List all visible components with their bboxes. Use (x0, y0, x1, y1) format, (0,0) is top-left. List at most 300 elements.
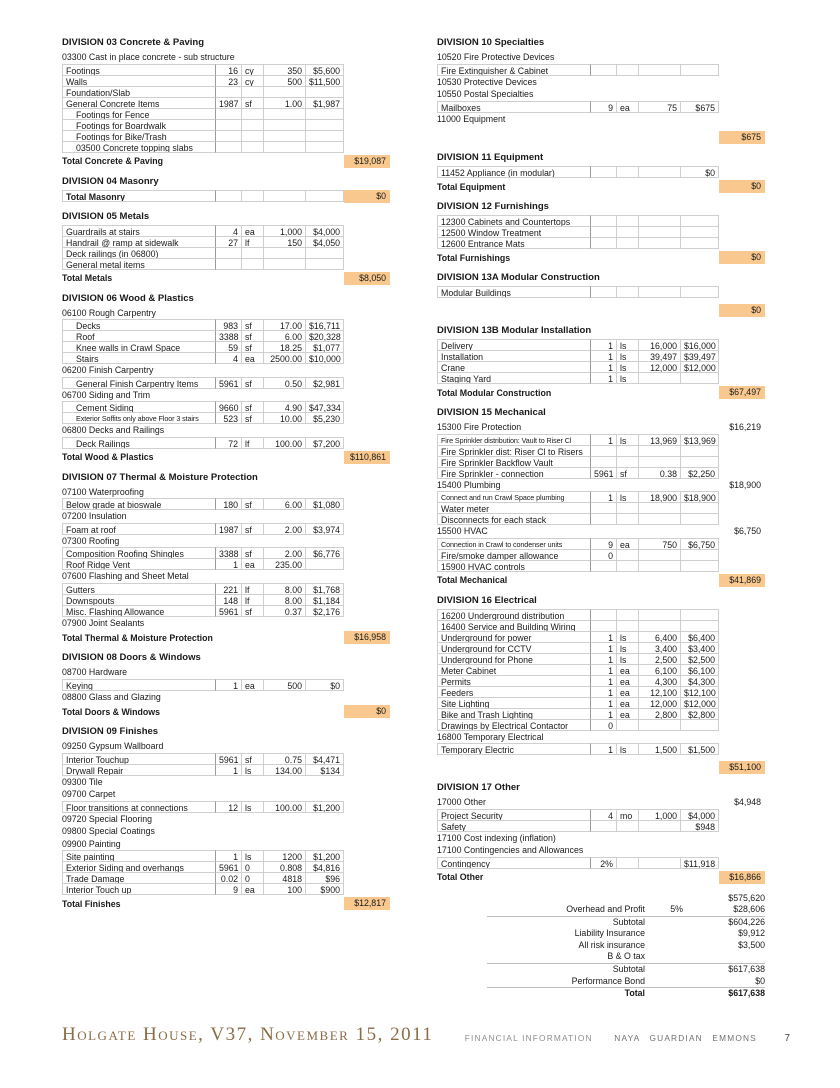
section-total-row (62, 451, 392, 464)
subsection-label: 15400 Plumbing (437, 479, 501, 490)
item-desc-cell: Interior Touchup (62, 753, 216, 765)
items-table (437, 166, 767, 178)
item-desc-cell: Delivery (437, 339, 591, 351)
table-row (437, 237, 767, 249)
items-table (437, 491, 767, 525)
item-unit-cell: ls (617, 434, 639, 446)
item-qty-cell: 5961 (216, 605, 242, 617)
item-qty-cell (591, 64, 617, 76)
item-desc-cell: General Concrete Items (62, 97, 216, 109)
subtotal-highlight-row (437, 131, 767, 144)
item-total-cell: $4,816 (306, 861, 344, 873)
item-rate-cell: 6.00 (264, 498, 306, 510)
item-qty-cell: 1 (591, 631, 617, 643)
item-unit-cell: ea (242, 883, 264, 895)
item-unit-cell: sf (242, 547, 264, 559)
item-rate-cell: 13,969 (639, 434, 681, 446)
amount-spacer (719, 372, 765, 384)
table-row (437, 743, 767, 755)
table-row (62, 498, 392, 510)
item-rate-cell: 100.00 (264, 437, 306, 449)
subsection-label: 07200 Insulation (62, 511, 127, 521)
subtotal-highlight-row (437, 761, 767, 774)
division-section (437, 594, 767, 775)
total-label: Total Modular Construction (437, 387, 552, 398)
item-total-cell: $96 (306, 872, 344, 884)
spacer (437, 304, 719, 317)
empty-cell (306, 190, 344, 202)
section-total-row (62, 155, 392, 168)
item-unit-cell (617, 64, 639, 76)
item-desc-cell: Connect and run Crawl Space plumbing (437, 491, 591, 503)
amount-spacer (719, 467, 765, 479)
items-table (437, 609, 767, 731)
item-desc-cell: 11452 Appliance (in modular) (437, 166, 591, 178)
item-rate-cell: 150 (264, 236, 306, 248)
item-qty-cell: 1 (591, 372, 617, 384)
items-table (62, 753, 392, 776)
item-qty-cell: 0 (591, 719, 617, 731)
summary-label: Overhead and Profit (566, 904, 645, 915)
item-total-cell: $18,900 (681, 491, 719, 503)
subsection-label: 09700 Carpet (62, 789, 116, 799)
item-desc-cell: Fire/smoke damper allowance (437, 549, 591, 561)
amount-spacer (344, 377, 390, 389)
total-amount-highlight: $0 (719, 251, 765, 264)
items-table (62, 64, 392, 153)
total-amount-highlight: $12,817 (344, 897, 390, 910)
item-desc-cell: Interior Touch up (62, 883, 216, 895)
item-rate-cell (639, 820, 681, 832)
total-amount-highlight: $0 (719, 180, 765, 193)
item-rate-cell (264, 258, 306, 270)
item-qty-cell: 5961 (591, 467, 617, 479)
item-desc-cell: Fire Sprinkler - connection (437, 467, 591, 479)
items-table (437, 215, 767, 249)
item-rate-cell: 134.00 (264, 764, 306, 776)
summary-label: Total (624, 988, 645, 999)
item-qty-cell: 523 (216, 412, 242, 424)
item-rate-cell: 750 (639, 538, 681, 550)
item-qty-cell: 9 (591, 101, 617, 113)
empty-cell (216, 190, 242, 202)
item-desc-cell: Guardrails at stairs (62, 225, 216, 237)
item-qty-cell: 1 (591, 491, 617, 503)
item-desc-cell: 12300 Cabinets and Countertops (437, 215, 591, 227)
item-rate-cell (639, 166, 681, 178)
item-rate-cell: 1,000 (264, 225, 306, 237)
item-unit-cell: ls (617, 743, 639, 755)
item-qty-cell: 4 (216, 225, 242, 237)
summary-label: Subtotal (612, 964, 645, 975)
item-rate-cell: 16,000 (639, 339, 681, 351)
item-unit-cell: ls (242, 850, 264, 862)
item-rate-cell: 4818 (264, 872, 306, 884)
item-rate-cell: 1,500 (639, 743, 681, 755)
item-desc-cell: Composition Roofing Shingles (62, 547, 216, 559)
subsection-line (62, 617, 392, 630)
item-desc-cell: Exterior Soffits only above Floor 3 stairs (62, 412, 216, 424)
subsection-line (62, 776, 392, 789)
total-label: Total Furnishings (437, 252, 511, 263)
item-desc-cell: Water meter (437, 502, 591, 514)
subsection-label: 09720 Special Flooring (62, 813, 152, 824)
item-desc-cell: Cement Siding (62, 401, 216, 413)
item-rate-cell: 2.00 (264, 547, 306, 559)
item-total-cell: $20,328 (306, 330, 344, 342)
item-rate-cell: 6,100 (639, 664, 681, 676)
item-rate-cell: 6.00 (264, 330, 306, 342)
item-desc-cell: Site painting (62, 850, 216, 862)
item-total-cell: $1,184 (306, 594, 344, 606)
section-total-row (437, 871, 767, 884)
item-unit-cell (617, 719, 639, 731)
item-total-cell: $12,000 (681, 361, 719, 373)
item-desc-cell: Installation (437, 350, 591, 362)
footer-page-number: 7 (784, 1033, 790, 1044)
amount-spacer (344, 523, 390, 535)
item-unit-cell: ea (242, 558, 264, 570)
item-qty-cell (216, 141, 242, 153)
item-rate-cell: 4.90 (264, 401, 306, 413)
summary-row (487, 964, 765, 976)
subsection-label: 16800 Temporary Electrical (437, 731, 544, 742)
item-desc-cell: Downspouts (62, 594, 216, 606)
subsection-label: 07300 Roofing (62, 535, 120, 546)
table-row (62, 141, 392, 153)
amount-spacer (719, 560, 765, 572)
summary-row (487, 988, 765, 1000)
item-unit-cell: cy (242, 75, 264, 87)
summary-value: $617,638 (728, 964, 765, 975)
amount-spacer (344, 437, 390, 449)
subsection-line (437, 76, 767, 89)
item-total-cell (681, 719, 719, 731)
item-desc-cell: 15900 HVAC controls (437, 560, 591, 572)
summary-percent (645, 893, 683, 905)
amount-spacer (719, 101, 765, 113)
amount-spacer (344, 352, 390, 364)
item-rate-cell: 100.00 (264, 801, 306, 813)
item-desc-cell: Foundation/Slab (62, 86, 216, 98)
division-title: DIVISION 11 Equipment (437, 152, 544, 163)
section-total-row (62, 272, 392, 285)
subsection-margin-amount: $6,750 (734, 526, 761, 536)
subsection-line (437, 796, 767, 809)
summary-percent (645, 928, 683, 940)
item-desc-cell: Modular Buildings (437, 286, 591, 298)
item-unit-cell: lf (242, 236, 264, 248)
item-unit-cell: ea (617, 708, 639, 720)
item-qty-cell: 4 (216, 352, 242, 364)
item-total-cell: $1,200 (306, 850, 344, 862)
item-rate-cell: 500 (264, 75, 306, 87)
amount-spacer (719, 64, 765, 76)
footer-section-label: FINANCIAL INFORMATION (464, 1033, 593, 1043)
summary-label: Liability Insurance (574, 928, 645, 939)
item-total-cell (681, 560, 719, 572)
item-total-cell: $5,600 (306, 64, 344, 76)
cost-summary-block (487, 893, 765, 1000)
summary-label: B & O tax (607, 951, 645, 962)
item-desc-cell: General metal items (62, 258, 216, 270)
item-total-cell: $6,400 (681, 631, 719, 643)
subsection-label: 08700 Hardware (62, 667, 128, 677)
amount-spacer (719, 513, 765, 525)
table-row (62, 558, 392, 570)
subsection-line (62, 813, 392, 826)
footer-project-label: NAYA GUARDIAN EMMONS (614, 1033, 757, 1043)
item-desc-cell: Keying (62, 679, 216, 691)
total-amount-highlight: $19,087 (344, 155, 390, 168)
item-total-cell: $4,000 (306, 225, 344, 237)
subsection-label: 03300 Cast in place concrete - sub structure (62, 52, 235, 62)
item-total-cell: $0 (306, 679, 344, 691)
amount-spacer (344, 141, 390, 153)
item-desc-cell: Underground for Phone (437, 653, 591, 665)
item-total-cell: $1,077 (306, 341, 344, 353)
item-qty-cell: 9 (591, 538, 617, 550)
summary-value: $0 (755, 975, 765, 986)
subsection-line (62, 740, 392, 753)
amount-spacer (719, 857, 765, 869)
table-row (62, 801, 392, 813)
item-unit-cell (617, 857, 639, 869)
item-rate-cell (639, 513, 681, 525)
subsection-line (437, 51, 767, 64)
item-total-cell: $1,200 (306, 801, 344, 813)
total-label: Total Finishes (62, 898, 121, 909)
item-desc-cell: Footings for Bike/Trash (62, 130, 216, 142)
item-qty-cell: 1 (591, 697, 617, 709)
items-table (62, 850, 392, 895)
item-rate-cell: 12,100 (639, 686, 681, 698)
subsection-label: 17100 Contingencies and Allowances (437, 845, 584, 855)
item-desc-cell: Stairs (62, 352, 216, 364)
division-section (62, 651, 392, 718)
table-row (62, 764, 392, 776)
item-desc-cell: Roof (62, 330, 216, 342)
item-unit-cell: sf (242, 377, 264, 389)
item-qty-cell: 27 (216, 236, 242, 248)
item-qty-cell (591, 166, 617, 178)
amount-spacer (344, 883, 390, 895)
summary-percent: 5% (670, 904, 683, 915)
subsection-label: 06200 Finish Carpentry (62, 365, 154, 375)
table-row (437, 560, 767, 572)
item-unit-cell: ea (617, 538, 639, 550)
total-label: Total Metals (62, 273, 113, 283)
item-total-cell: $4,000 (681, 809, 719, 821)
item-desc-cell: Knee walls in Crawl Space (62, 341, 216, 353)
subsection-label: 09900 Painting (62, 838, 121, 849)
subsection-label: 08800 Glass and Glazing (62, 691, 161, 702)
item-unit-cell (617, 237, 639, 249)
summary-percent (645, 940, 683, 952)
item-desc-cell: Site Lighting (437, 697, 591, 709)
item-qty-cell (591, 286, 617, 298)
division-title: DIVISION 13A Modular Construction (437, 272, 600, 283)
subsection-label: 10530 Protective Devices (437, 76, 537, 87)
item-qty-cell: 180 (216, 498, 242, 510)
amount-spacer (719, 719, 765, 731)
total-label: Total Doors & Windows (62, 706, 160, 717)
item-rate-cell: 4,300 (639, 675, 681, 687)
item-qty-cell (591, 820, 617, 832)
amount-spacer (344, 605, 390, 617)
total-label: Total Concrete & Paving (62, 156, 164, 166)
subsection-line (62, 486, 392, 499)
items-table (437, 286, 767, 298)
summary-value: $604,226 (728, 916, 765, 927)
item-unit-cell: ea (617, 675, 639, 687)
table-row (62, 679, 392, 691)
items-table (62, 679, 392, 691)
division-section (62, 210, 392, 285)
items-table (437, 64, 767, 76)
subsection-label: 06100 Rough Carpentry (62, 307, 156, 318)
subsection-label: 15300 Fire Protection (437, 422, 522, 432)
table-row (62, 258, 392, 270)
item-qty-cell: 1 (591, 708, 617, 720)
item-qty-cell: 23 (216, 75, 242, 87)
amount-spacer (344, 498, 390, 510)
item-rate-cell: 12,000 (639, 361, 681, 373)
summary-row (487, 904, 765, 917)
table-row (437, 166, 767, 178)
division-section (62, 292, 392, 464)
division-section (437, 781, 767, 884)
items-table (62, 583, 392, 617)
item-qty-cell (591, 513, 617, 525)
table-row (62, 412, 392, 424)
item-total-cell: $4,050 (306, 236, 344, 248)
item-desc-cell: Staging Yard (437, 372, 591, 384)
item-desc-cell: Meter Cabinet (437, 664, 591, 676)
item-total-cell: $11,918 (681, 857, 719, 869)
item-desc-cell: Fire Sprinkler distribution: Vault to Riser Cl (437, 434, 591, 446)
subsection-label: 17100 Cost indexing (inflation) (437, 832, 556, 843)
subsection-label: 06700 Siding and Trim (62, 389, 151, 400)
division-section (437, 406, 767, 587)
item-unit-cell: ls (617, 653, 639, 665)
item-total-cell: $900 (306, 883, 344, 895)
item-rate-cell: 8.00 (264, 583, 306, 595)
item-desc-cell: Temporary Electric (437, 743, 591, 755)
item-qty-cell (591, 237, 617, 249)
item-unit-cell: cy (242, 64, 264, 76)
summary-value (683, 951, 765, 963)
subsection-label: 11000 Equipment (437, 113, 506, 124)
table-row (437, 101, 767, 113)
item-qty-cell: 16 (216, 64, 242, 76)
item-rate-cell (639, 857, 681, 869)
item-unit-cell (242, 258, 264, 270)
section-total-row (437, 180, 767, 193)
spacer (437, 131, 719, 144)
item-unit-cell: sf (242, 97, 264, 109)
item-desc-cell: Deck railings (in 06800) (62, 247, 216, 259)
footer-document-title: Holgate House, V37, November 15, 2011 (62, 1024, 434, 1045)
item-total-cell: $134 (306, 764, 344, 776)
subsection-line (62, 788, 392, 801)
subsection-label: 17000 Other (437, 797, 486, 807)
subtotal-amount-highlight: $0 (719, 304, 765, 317)
item-total-cell: $1,080 (306, 498, 344, 510)
item-qty-cell (216, 258, 242, 270)
item-qty-cell: 1 (216, 764, 242, 776)
subsection-line (62, 307, 392, 320)
item-total-cell: $1,987 (306, 97, 344, 109)
subsection-label: 09300 Tile (62, 776, 103, 787)
summary-percent (645, 917, 683, 929)
division-title: DIVISION 07 Thermal & Moisture Protection (62, 471, 258, 483)
item-unit-cell: sf (242, 523, 264, 535)
subsection-label: 09800 Special Coatings (62, 826, 155, 836)
items-table (437, 434, 767, 479)
subsection-line (437, 421, 767, 434)
item-unit-cell (617, 166, 639, 178)
amount-spacer (344, 801, 390, 813)
item-desc-cell: Drywall Repair (62, 764, 216, 776)
item-total-cell: $6,750 (681, 538, 719, 550)
subsection-line (437, 479, 767, 492)
item-rate-cell: 0.808 (264, 861, 306, 873)
division-section (62, 471, 392, 645)
item-unit-cell: ls (617, 631, 639, 643)
item-desc-cell: Permits (437, 675, 591, 687)
item-qty-cell: 9660 (216, 401, 242, 413)
subsection-line (62, 666, 392, 679)
item-desc-cell: Exterior Siding and overhangs (62, 861, 216, 873)
subsection-line (62, 364, 392, 377)
items-table (437, 809, 767, 832)
item-desc-cell: Gutters (62, 583, 216, 595)
item-qty-cell: 4 (591, 809, 617, 821)
summary-label: Performance Bond (571, 975, 645, 986)
item-desc-cell: Deck Railings (62, 437, 216, 449)
subsection-line (62, 424, 392, 437)
item-desc-cell: Drawings by Electrical Contactor (437, 719, 591, 731)
item-qty-cell: 1 (591, 350, 617, 362)
item-unit-cell (242, 141, 264, 153)
subsection-line (437, 525, 767, 538)
amount-spacer (719, 166, 765, 178)
item-desc-cell: Footings (62, 64, 216, 76)
item-unit-cell: ls (617, 350, 639, 362)
item-rate-cell (639, 237, 681, 249)
item-desc-cell: Mailboxes (437, 101, 591, 113)
item-desc-cell: Handrail @ ramp at sidewalk (62, 236, 216, 248)
item-qty-cell: 1 (591, 339, 617, 351)
summary-value: $575,620 (728, 892, 765, 903)
subsection-line (62, 838, 392, 851)
total-label: Total Other (437, 872, 484, 882)
total-label: Total Wood & Plastics (62, 452, 154, 462)
item-rate-cell: 0.38 (639, 467, 681, 479)
item-rate-cell: 17.00 (264, 319, 306, 331)
item-total-cell: $47,334 (306, 401, 344, 413)
item-total-cell: $16,000 (681, 339, 719, 351)
items-table (62, 401, 392, 424)
item-unit-cell (617, 560, 639, 572)
division-title: DIVISION 03 Concrete & Paving (62, 37, 205, 48)
summary-percent (645, 988, 683, 1000)
subsection-line (62, 535, 392, 548)
item-unit-cell: ls (617, 372, 639, 384)
subsection-line (62, 510, 392, 523)
amount-spacer (344, 558, 390, 570)
